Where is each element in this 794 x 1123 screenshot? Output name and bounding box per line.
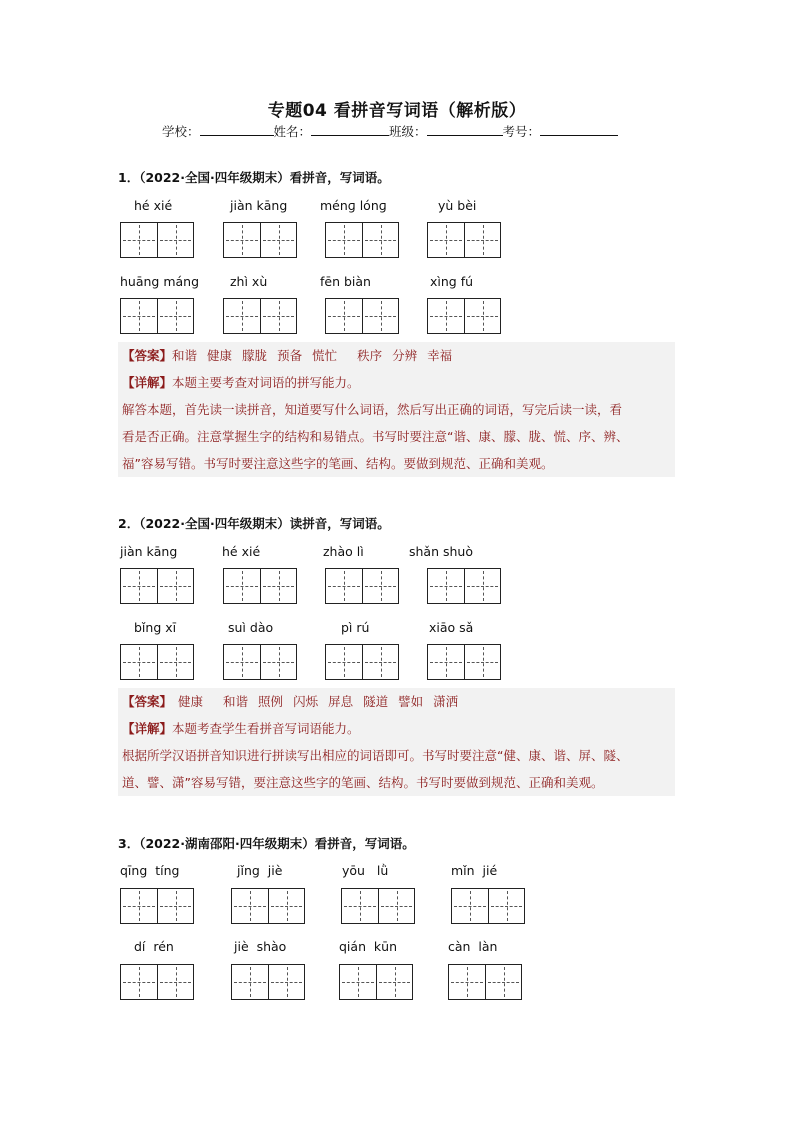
answer-word: 分辨	[392, 348, 418, 363]
pinyin-label: shǎn shuò	[409, 544, 473, 559]
pinyin-label: dí rén	[134, 939, 174, 954]
writing-grid[interactable]	[223, 644, 297, 680]
writing-grid[interactable]	[339, 964, 413, 1000]
answer-word: 秩序	[357, 348, 383, 363]
answer-word: 预备	[277, 348, 303, 363]
detail-text-line: 解答本题，首先读一读拼音，知道要写什么词语，然后写出正确的词语，写完后读一读，看	[122, 402, 623, 417]
writing-grid[interactable]	[448, 964, 522, 1000]
pinyin-label: qīng tíng	[120, 863, 180, 878]
name-blank[interactable]	[311, 123, 389, 136]
answer-tag: 【答案】	[122, 348, 173, 363]
detail-tag: 【详解】	[122, 721, 173, 736]
name-label: 姓名：	[273, 124, 312, 139]
pinyin-label: fēn biàn	[320, 274, 371, 289]
writing-grid[interactable]	[341, 888, 415, 924]
writing-grid[interactable]	[325, 644, 399, 680]
writing-grid[interactable]	[120, 568, 194, 604]
pinyin-label: zhì xù	[230, 274, 268, 289]
detail-tag: 【详解】	[122, 375, 173, 390]
answer-word: 和谐	[223, 694, 249, 709]
page-title: 专题04 看拼音写词语（解析版）	[267, 101, 527, 121]
detail-heading-line	[122, 715, 671, 742]
question-source: （2022·湖南邵阳·四年级期末）	[139, 836, 315, 851]
pinyin-label: xiāo sǎ	[429, 620, 474, 635]
answer-word: 譬如	[398, 694, 424, 709]
writing-grid[interactable]	[451, 888, 525, 924]
question-source: （2022·全国·四年级期末）	[139, 516, 290, 531]
answer-word: 朦胧	[242, 348, 268, 363]
writing-grid[interactable]	[427, 222, 501, 258]
detail-heading-line	[122, 369, 671, 396]
pinyin-label: qián kūn	[339, 939, 398, 954]
writing-grid[interactable]	[120, 964, 194, 1000]
writing-grid[interactable]	[231, 888, 305, 924]
number-blank[interactable]	[540, 123, 618, 136]
number-label: 考号：	[502, 124, 541, 139]
student-info-line	[162, 122, 618, 140]
answer-word: 幸福	[427, 348, 453, 363]
answer-word: 闪烁	[293, 694, 319, 709]
writing-grid[interactable]	[120, 888, 194, 924]
question-3-heading	[118, 834, 415, 852]
writing-grid[interactable]	[427, 298, 501, 334]
pinyin-label: jǐng jiè	[237, 863, 283, 878]
question-number: 1．	[118, 170, 140, 185]
writing-grid[interactable]	[231, 964, 305, 1000]
pinyin-label: bǐng xī	[134, 620, 177, 635]
class-blank[interactable]	[427, 123, 503, 136]
detail-text-line: 看是否正确。注意掌握生字的结构和易错点。书写时要注意“谐、康、朦、胧、慌、序、辨、	[122, 429, 629, 444]
answer-word: 慌忙	[312, 348, 338, 363]
class-label: 班级：	[389, 124, 427, 139]
detail-title: 本题主要考查对词语的拼写能力。	[172, 375, 360, 390]
detail-text-line: 福”容易写错。书写时要注意这些字的笔画、结构。要做到规范、正确和美观。	[122, 456, 554, 471]
answer-tag: 【答案】	[122, 694, 173, 709]
pinyin-label: xìng fú	[430, 274, 474, 289]
writing-grid[interactable]	[223, 222, 297, 258]
pinyin-label: jiàn kāng	[230, 198, 288, 213]
question-number: 3．	[118, 836, 140, 851]
answer-word: 屏息	[328, 694, 354, 709]
pinyin-label: hé xié	[222, 544, 261, 559]
school-label: 学校：	[162, 124, 200, 139]
detail-text-line: 道、譬、潇”容易写错，要注意这些字的笔画、结构。书写时要做到规范、正确和美观。	[122, 775, 604, 790]
answer-word: 和谐	[172, 348, 198, 363]
writing-grid[interactable]	[325, 568, 399, 604]
writing-grid[interactable]	[325, 298, 399, 334]
pinyin-label: yōu lǜ	[342, 863, 389, 878]
writing-grid[interactable]	[120, 222, 194, 258]
answer-line	[122, 342, 671, 369]
pinyin-label: huāng máng	[120, 274, 200, 289]
writing-grid[interactable]	[325, 222, 399, 258]
answer-box	[118, 688, 675, 796]
pinyin-label: ménɡ lónɡ	[320, 198, 387, 213]
pinyin-label: mǐn jié	[451, 863, 498, 878]
answer-word: 健康	[178, 694, 204, 709]
pinyin-label: pì rú	[341, 620, 370, 635]
question-2-heading	[118, 514, 390, 532]
answer-box	[118, 342, 675, 477]
answer-word: 健康	[207, 348, 233, 363]
answer-word: 照例	[258, 694, 284, 709]
writing-grid[interactable]	[427, 568, 501, 604]
writing-grid[interactable]	[120, 298, 194, 334]
pinyin-label: yù bèi	[438, 198, 477, 213]
pinyin-label: jiè shào	[234, 939, 287, 954]
pinyin-label: hé xié	[134, 198, 173, 213]
question-source: （2022·全国·四年级期末）	[139, 170, 290, 185]
writing-grid[interactable]	[223, 298, 297, 334]
question-prompt: 读拼音，写词语。	[289, 516, 390, 531]
writing-grid[interactable]	[223, 568, 297, 604]
writing-grid[interactable]	[427, 644, 501, 680]
pinyin-label: jiàn kāng	[120, 544, 178, 559]
pinyin-label: càn làn	[448, 939, 498, 954]
question-prompt: 看拼音，写词语。	[289, 170, 390, 185]
question-prompt: 看拼音，写词语。	[314, 836, 415, 851]
pinyin-label: zhào lì	[323, 544, 364, 559]
answer-line	[122, 688, 671, 715]
school-blank[interactable]	[200, 123, 274, 136]
detail-text-line: 根据所学汉语拼音知识进行拼读写出相应的词语即可。书写时要注意“健、康、谐、屏、隧、	[122, 748, 629, 763]
question-1-heading	[118, 168, 390, 186]
answer-word: 潇洒	[433, 694, 459, 709]
writing-grid[interactable]	[120, 644, 194, 680]
answer-word: 隧道	[363, 694, 389, 709]
question-number: 2．	[118, 516, 140, 531]
pinyin-label: suì dào	[228, 620, 274, 635]
detail-title: 本题考查学生看拼音写词语能力。	[172, 721, 360, 736]
